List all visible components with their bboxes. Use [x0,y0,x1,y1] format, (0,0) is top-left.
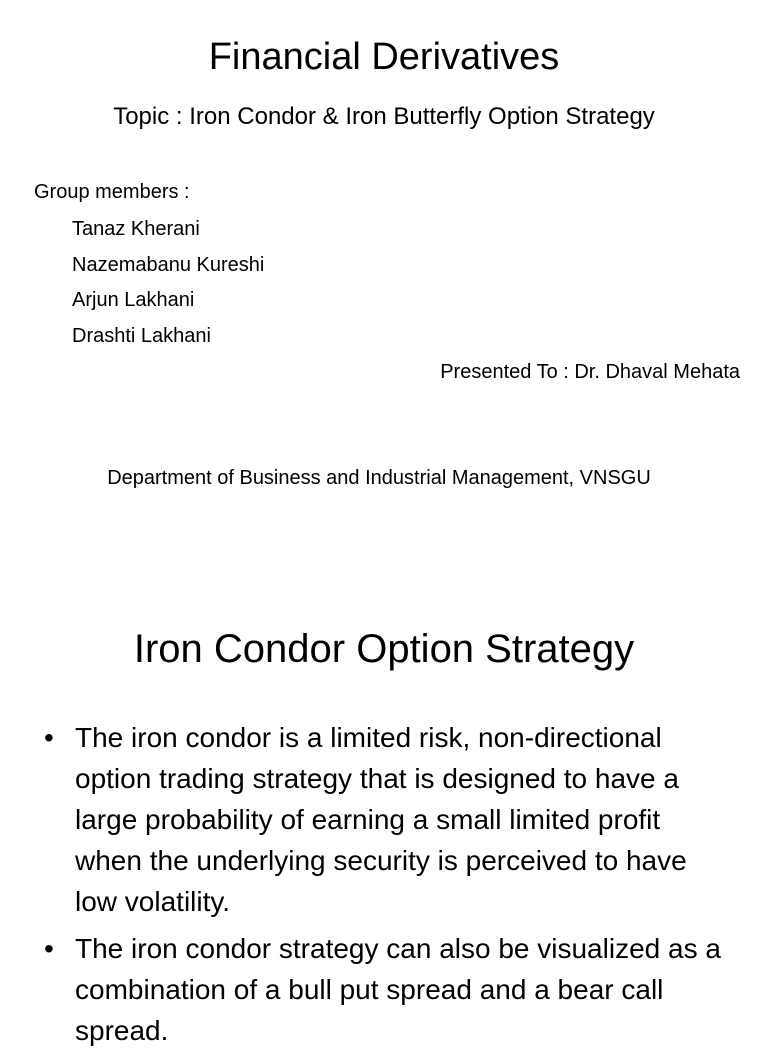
slide-title: Iron Condor Option Strategy [133,627,635,671]
group-member: Nazemabanu Kureshi [72,253,265,276]
group-member-list [72,217,264,360]
group-member: Arjun Lakhani [72,289,195,312]
presented-to: Presented To : Dr. Dhaval Mehata [440,361,740,383]
bullet-item [40,717,730,922]
bullet-text: The iron condor strategy can also be visualized as a combination of a bull put spread and a bear call spread. [75,933,721,1046]
bullet-text: The iron condor is a limited risk, non-directional option trading strategy that is designed to have a large probability of earning a small limited profit when the underlying security is perceived to have low volatility. [75,722,687,917]
department-name: Department of Business and Industrial Management, VNSGU [107,467,651,489]
bullet-icon: • [44,933,54,964]
bullet-item [40,928,730,1051]
slide-title: Financial Derivatives [208,36,560,78]
content-slide [0,560,768,1046]
group-members-label: Group members : [34,181,190,203]
bullet-icon: • [44,722,54,753]
slide-subtitle: Topic : Iron Condor & Iron Butterfly Option Strategy [113,103,655,130]
group-member: Drashti Lakhani [72,325,211,348]
group-member: Tanaz Kherani [72,218,200,240]
bullet-list [40,717,730,1057]
